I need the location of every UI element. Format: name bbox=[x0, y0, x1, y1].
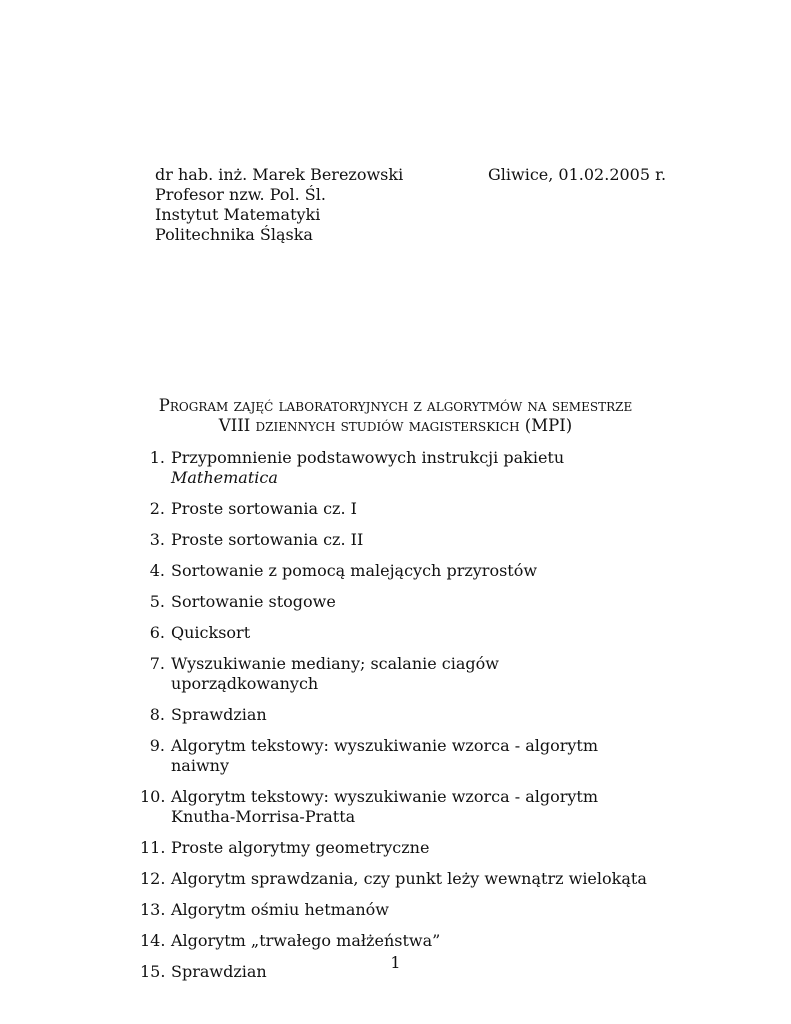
list-item bbox=[140, 592, 650, 612]
item-number: 1. bbox=[149, 448, 165, 467]
item-text: Proste sortowania cz. II bbox=[171, 530, 364, 549]
topic-list bbox=[140, 448, 650, 993]
item-text: Sprawdzian bbox=[171, 962, 267, 981]
item-text: Algorytm „trwałego małżeństwa” bbox=[171, 931, 441, 950]
author-university: Politechnika Śląska bbox=[155, 225, 313, 244]
author-institute: Instytut Matematyki bbox=[155, 205, 321, 224]
item-number: 10. bbox=[140, 787, 166, 806]
list-item bbox=[140, 838, 650, 858]
list-item bbox=[140, 869, 650, 889]
item-number: 11. bbox=[140, 838, 166, 857]
item-number: 15. bbox=[140, 962, 166, 981]
title-line-2: VIII dziennych studiów magisterskich (MPI) bbox=[218, 416, 573, 435]
item-number: 12. bbox=[140, 869, 166, 888]
list-item bbox=[140, 787, 650, 827]
item-text-emphasis: Mathematica bbox=[171, 468, 278, 487]
item-text: Sortowanie stogowe bbox=[171, 592, 336, 611]
place-date: Gliwice, 01.02.2005 r. bbox=[488, 165, 667, 184]
list-item bbox=[140, 499, 650, 519]
list-item bbox=[140, 900, 650, 920]
item-text: Algorytm sprawdzania, czy punkt leży wewnątrz wielokąta bbox=[171, 869, 647, 888]
document-title bbox=[100, 396, 691, 436]
item-text: Algorytm ośmiu hetmanów bbox=[171, 900, 389, 919]
list-item bbox=[140, 530, 650, 550]
item-number: 9. bbox=[149, 736, 165, 755]
item-number: 13. bbox=[140, 900, 166, 919]
author-title: Profesor nzw. Pol. Śl. bbox=[155, 185, 326, 204]
item-text bbox=[171, 448, 650, 488]
item-text: Algorytm tekstowy: wyszukiwanie wzorca - algorytm naiwny bbox=[171, 736, 599, 775]
list-item bbox=[140, 448, 650, 488]
list-item bbox=[140, 561, 650, 581]
item-text: Wyszukiwanie mediany; scalanie ciagów uporządkowanych bbox=[171, 654, 499, 693]
item-number: 8. bbox=[149, 705, 165, 724]
author-block bbox=[155, 165, 403, 245]
title-line-1: Program zajęć laboratoryjnych z algorytmów na semestrze bbox=[158, 396, 633, 415]
page-number: 1 bbox=[390, 953, 401, 972]
item-number: 2. bbox=[149, 499, 165, 518]
author-name: dr hab. inż. Marek Berezowski bbox=[155, 165, 404, 184]
item-number: 4. bbox=[149, 561, 165, 580]
item-number: 7. bbox=[149, 654, 165, 673]
item-number: 6. bbox=[149, 623, 165, 642]
item-number: 5. bbox=[149, 592, 165, 611]
item-text-main: Przypomnienie podstawowych instrukcji pakietu bbox=[171, 448, 565, 467]
list-item bbox=[140, 654, 650, 694]
item-text: Sortowanie z pomocą malejących przyrostów bbox=[171, 561, 538, 580]
item-text: Proste algorytmy geometryczne bbox=[171, 838, 430, 857]
list-item bbox=[140, 623, 650, 643]
item-text: Algorytm tekstowy: wyszukiwanie wzorca - algorytm Knutha-Morrisa-Pratta bbox=[171, 787, 599, 826]
item-number: 14. bbox=[140, 931, 166, 950]
item-number: 3. bbox=[149, 530, 165, 549]
list-item bbox=[140, 736, 650, 776]
item-text: Proste sortowania cz. I bbox=[171, 499, 357, 518]
list-item bbox=[140, 705, 650, 725]
item-text: Sprawdzian bbox=[171, 705, 267, 724]
list-item bbox=[140, 931, 650, 951]
item-text: Quicksort bbox=[171, 623, 251, 642]
